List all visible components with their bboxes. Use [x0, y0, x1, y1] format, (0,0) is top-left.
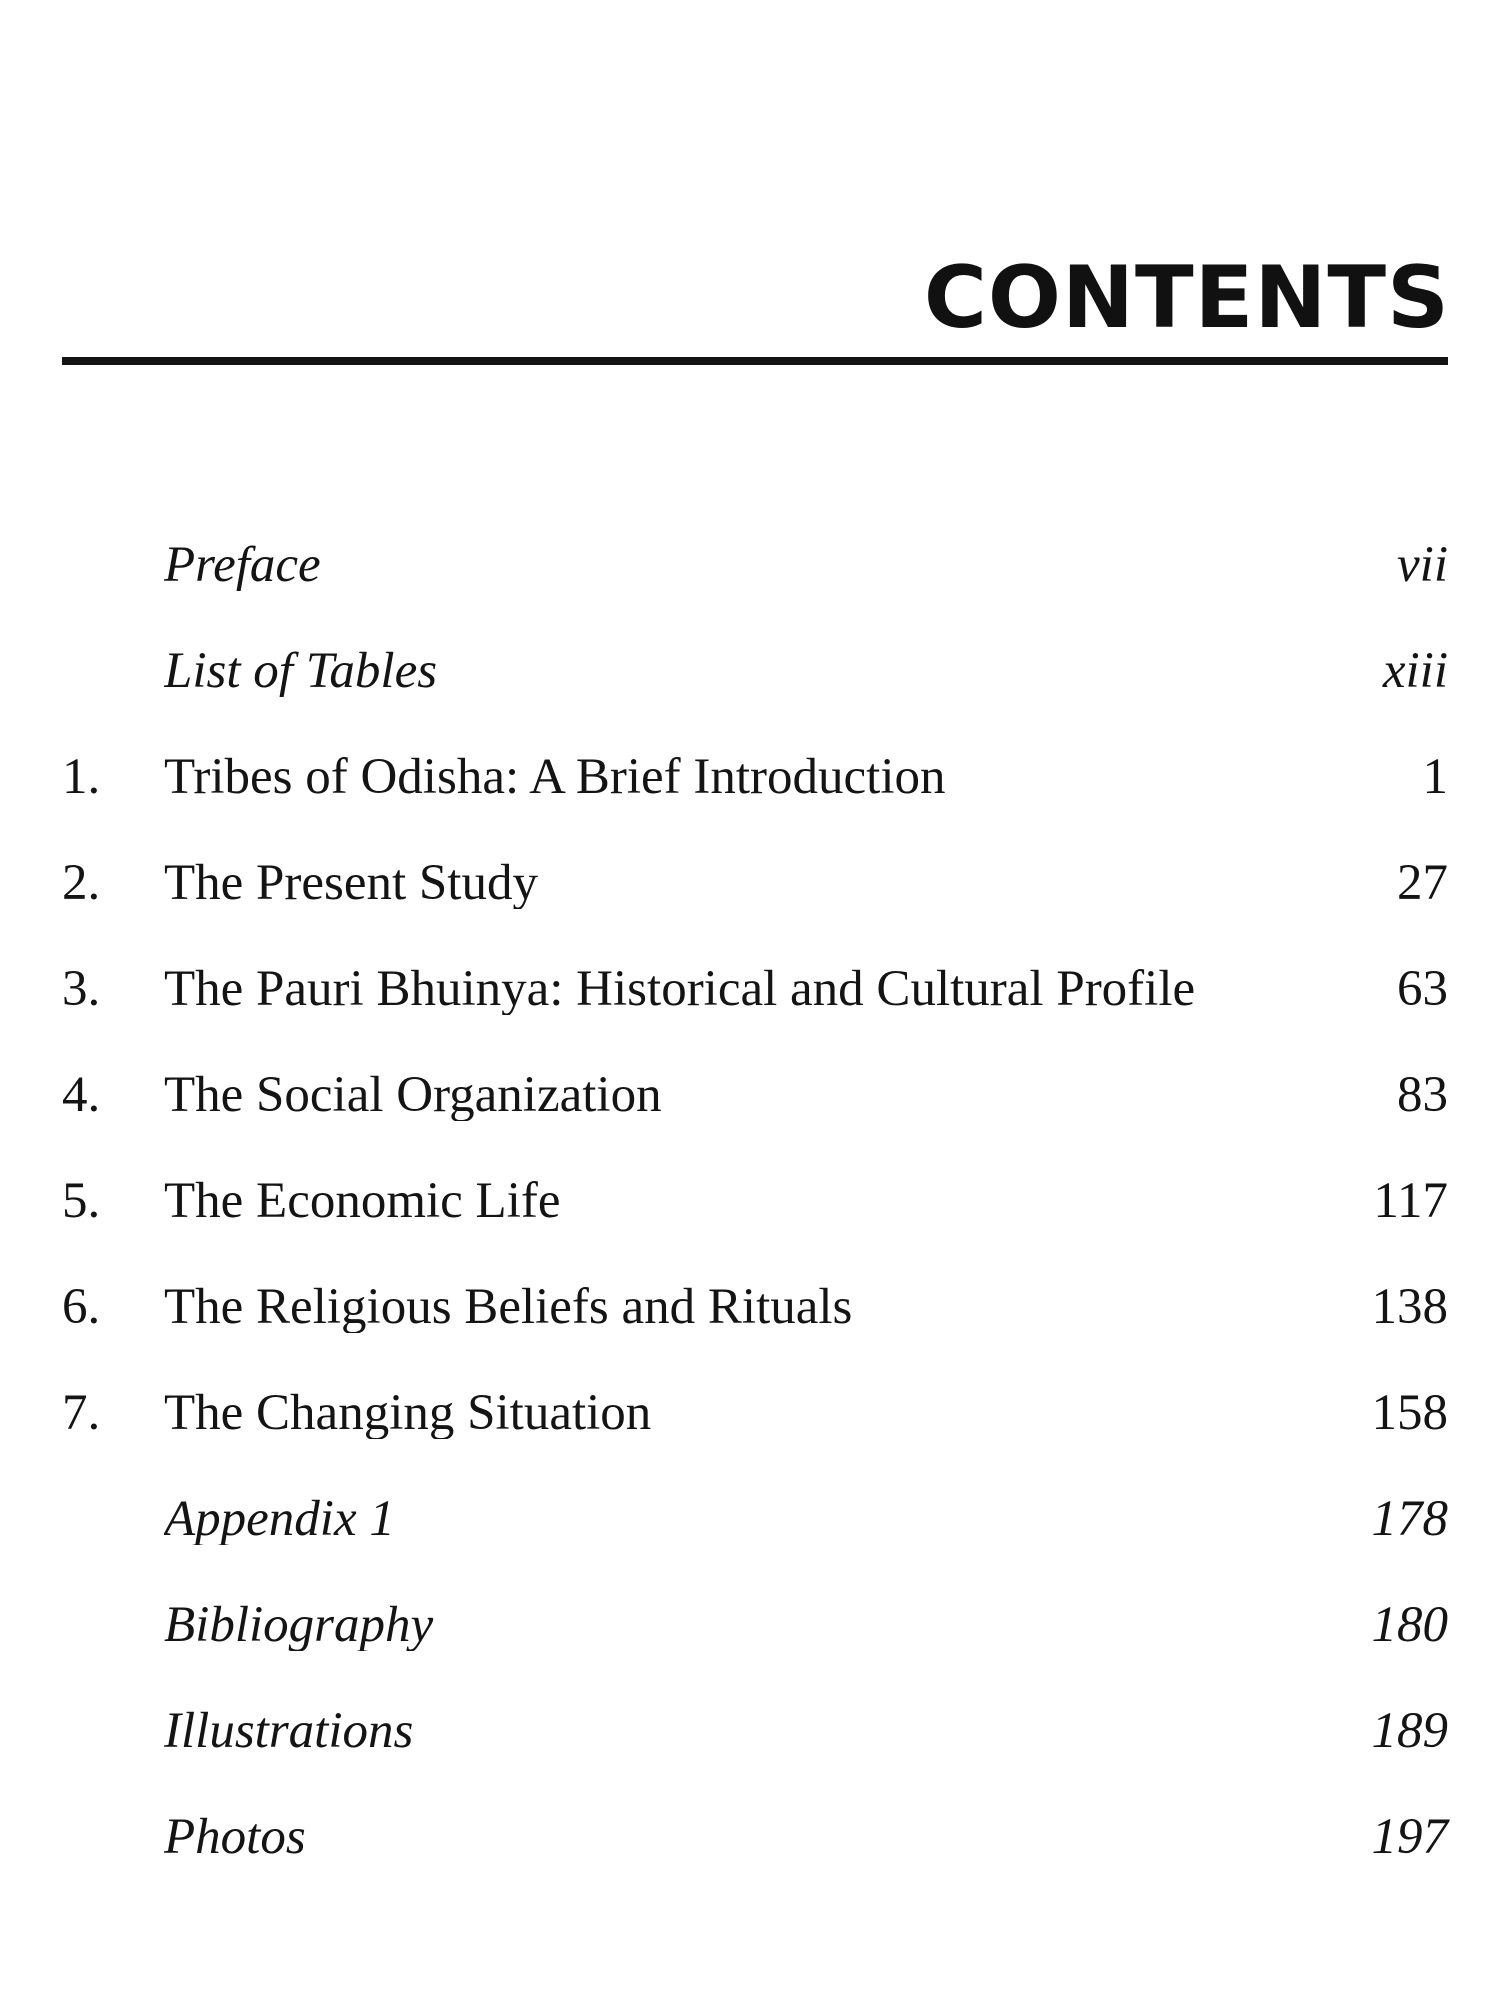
entry-number: 4.	[62, 1066, 101, 1123]
entry-page: 117	[1373, 1172, 1448, 1229]
toc-entry-chapter-2	[62, 830, 1448, 936]
entry-page: 180	[1371, 1596, 1448, 1653]
entry-title: Photos	[164, 1811, 306, 1863]
entry-number: 1.	[62, 748, 101, 805]
title-rule	[62, 357, 1448, 365]
entry-title: The Social Organization	[164, 1069, 662, 1121]
entry-number: 3.	[62, 960, 101, 1017]
entry-page: 63	[1397, 960, 1448, 1017]
entry-page: 138	[1371, 1278, 1448, 1335]
table-of-contents	[62, 512, 1448, 1890]
toc-entry-chapter-4	[62, 1042, 1448, 1148]
toc-entry-appendix-1	[62, 1466, 1448, 1572]
toc-entry-chapter-3	[62, 936, 1448, 1042]
toc-entry-preface	[62, 512, 1448, 618]
page-title: CONTENTS	[923, 248, 1450, 348]
entry-number: 6.	[62, 1278, 101, 1335]
entry-title: The Changing Situation	[164, 1387, 652, 1439]
entry-title: The Present Study	[164, 857, 538, 909]
entry-title: Illustrations	[164, 1705, 414, 1757]
entry-title: The Religious Beliefs and Rituals	[164, 1281, 853, 1333]
entry-page: 83	[1397, 1066, 1448, 1123]
toc-entry-chapter-6	[62, 1254, 1448, 1360]
entry-title: Bibliography	[164, 1599, 434, 1651]
entry-page: 178	[1371, 1490, 1448, 1547]
toc-entry-illustrations	[62, 1678, 1448, 1784]
toc-entry-chapter-7	[62, 1360, 1448, 1466]
entry-page: 189	[1371, 1702, 1448, 1759]
entry-title: The Pauri Bhuinya: Historical and Cultural Profile	[164, 963, 1196, 1015]
entry-title: Tribes of Odisha: A Brief Introduction	[164, 751, 946, 803]
entry-page: 27	[1397, 854, 1448, 911]
entry-page: 158	[1371, 1384, 1448, 1441]
toc-entry-bibliography	[62, 1572, 1448, 1678]
toc-entry-chapter-1	[62, 724, 1448, 830]
entry-number: 5.	[62, 1172, 101, 1229]
entry-title: Appendix 1	[164, 1493, 395, 1545]
toc-entry-list-of-tables	[62, 618, 1448, 724]
entry-title: Preface	[164, 539, 321, 591]
entry-title: List of Tables	[164, 645, 438, 697]
toc-entry-photos	[62, 1784, 1448, 1890]
entry-number: 2.	[62, 854, 101, 911]
entry-page: 197	[1371, 1808, 1448, 1865]
entry-page: 1	[1422, 748, 1448, 805]
entry-number: 7.	[62, 1384, 101, 1441]
entry-title: The Economic Life	[164, 1175, 561, 1227]
entry-page: xiii	[1382, 642, 1448, 699]
entry-page: vii	[1397, 536, 1448, 593]
toc-entry-chapter-5	[62, 1148, 1448, 1254]
